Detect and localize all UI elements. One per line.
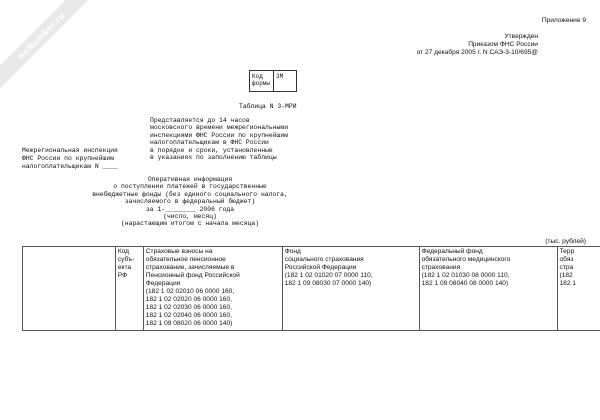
form-code-value: 3М [276,73,284,80]
col-social-fund: Фонд социального страхования Российской Федерации (182 1 02 01020 07 0000 110, 182 1 09 08030 07 0000 140) [282,247,419,331]
appendix-label: Приложение 9 [541,17,586,24]
payments-table [22,246,600,331]
inspection-line-1: Межрегиональная инспекция [22,147,118,154]
order-date: от 27 декабря 2005 г. N САЭ-3-10/695@ [416,49,538,56]
watermark-text: NoNumber.ru [15,10,67,62]
col-medical-fund: Федеральный фонд обязательного медицинского страхования (182 1 02 01030 08 0000 110, 182 1 09 08040 08 0000 140) [419,247,557,331]
approved-label: Утвержден [504,33,538,40]
units-label: (тыс. рублей) [545,238,586,245]
col-pension-fund: Страховые взносы на обязательное пенсионное страхование, зачисляемые в Пенсионный фонд Российской Федерации (182 1 02 02010 06 0000 160, 182 1 02 02020 06 0000 160, 182 1 02 02030 06 0000 160, 182 1 02 02040 06 0000 160, 182 1 09 08020 06 0000 140) [143,247,282,331]
report-title: Оперативная информация о поступлении платежей в государственные внебюджетные фонды (без единого социального налога, зачисляемого в федеральный бюджет) за 1-________ 2006 года (число, месяц) (нарастающим итогом с начала месяца) [92,176,288,228]
inspection-line-2: ФНС России по крупнейшим [22,155,115,162]
form-code-box [249,70,297,92]
empty-header-cell [23,247,116,331]
order-line: Приказом ФНС России [468,41,538,48]
form-code-label: Код формы [250,71,274,91]
watermark-ribbon [0,0,100,95]
inspection-line-3: налогоплательщикам N ____ [22,163,118,170]
col-territorial-fund: Терр обяз стра (182 182 1 [557,247,600,331]
submission-note: Представляется до 14 часов московского времени межрегиональными инспекциями ФНС России по крупнейшим налогоплательщикам в ФНС России в порядке и сроки, установленные в указаниях по заполнению таблицы [150,117,289,162]
table-number: Таблица N 3-МРИ [239,103,297,110]
col-region-code: Код субъ- екта РФ [115,247,143,331]
